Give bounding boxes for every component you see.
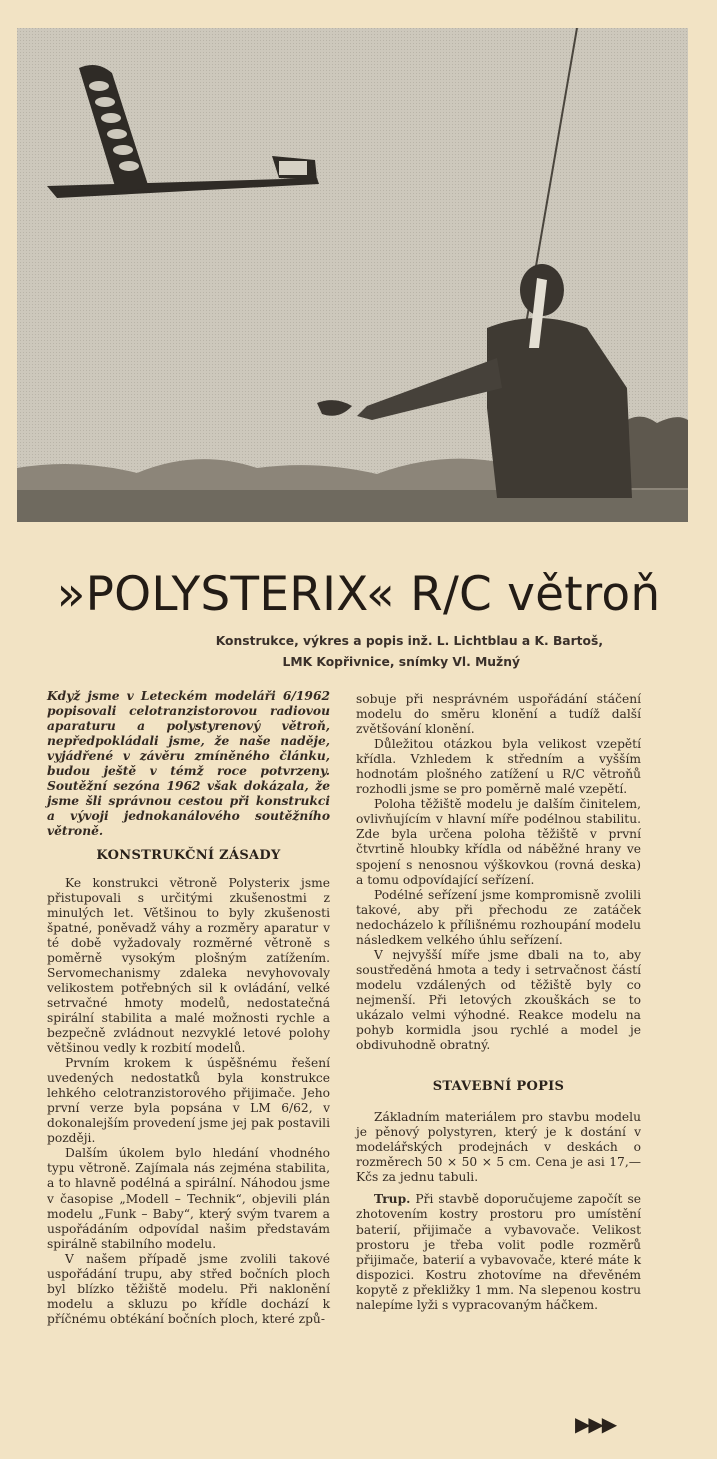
body-paragraph: Prvním krokem k úspěšnému řešení uvedených nedostatků byla konstrukce lehkého celotranzistorového přijimače. Jeho první verze byla popsána v LM 6/62, v dokonalejším provedení jsme jej pak postavili později. — [47, 1056, 330, 1146]
credits-line-1: Konstrukce, výkres a popis inž. L. Lichtblau a K. Bartoš, — [215, 634, 603, 648]
glider-photo-icon — [17, 28, 688, 522]
continue-arrows-icon: ▶▶▶ — [575, 1412, 616, 1436]
body-paragraph: Poloha těžiště modelu je dalším činitelem, ovlivňujícím v hlavní míře podélnou stabilitu. Zde byla určena poloha těžiště v první čtvrtině hloubky křídla od náběžné hrany ve spojení s nenosnou výškovkou (rovná deska) a tomu odpovídající seřízení. — [356, 797, 641, 887]
body-paragraph: Důležitou otázkou byla velikost vzepětí křídla. Vzhledem k středním a vyšším hodnotám plošného zatížení u R/C větroňů rozhodli jsme se pro poměrně malé vzepětí. — [356, 737, 641, 797]
trup-text: Při stavbě doporučujeme započít se zhotovením kostry prostoru pro umístění baterií, přijimače a vybavovače. Velikost prostoru je třeba volit podle rozměrů přijimače, baterií a vybavovače, které máte k dispozici. Kostru zhotovíme na dřevěném kopytě z překližky 1 mm. Na slepenou kostru nalepíme lyži s vypracovaným háčkem. — [356, 1192, 641, 1312]
left-column — [47, 688, 330, 1327]
body-paragraph: Ke konstrukci větroně Polysterix jsme přistupovali s určitými zkušenostmi z minulých let. Většinou to byly zkušenosti špatné, poněvadž váhy a rozměry aparatur v té době vyžadovaly rozměrné větroně s poměrně vysokým plošným zatížením. Servomechanismy zdaleka nevyhovovaly velikostem potřebných sil k ovládání, velké setrvačné hmoty modelů, nedostatečná spirální stabilita a malé možnosti rychle a bezpečně zvládnout nezvyklé letové polohy většinou vedly k rozbití modelů. — [47, 875, 330, 1056]
credits-line-2: LMK Kopřivnice, snímky Vl. Mužný — [282, 655, 520, 669]
body-paragraph: V nejvyšší míře jsme dbali na to, aby soustředěná hmota a tedy i setrvačnost částí modelu vzdálených od těžiště byly co nejmenší. Při letových zkouškách se to ukázalo velmi výhodné. Reakce modelu na pohyb kormidla jsou rychlé a model je obdivuhodně obratný. — [356, 947, 641, 1053]
body-paragraph: Dalším úkolem bylo hledání vhodného typu větroně. Zajímala nás zejména stabilita, a to hlavně podélná a spirální. Náhodou jsme v časopise „Modell – Technik“, objevili plán modelu „Funk – Baby“, který svým tvarem a uspořádáním odpovídal našim představám spirálně stabilního modelu. — [47, 1146, 330, 1251]
section-heading-stavebni-popis: STAVEBNÍ POPIS — [432, 1079, 565, 1095]
trup-paragraph — [356, 1191, 641, 1312]
intro-paragraph: Když jsme v Leteckém modeláři 6/1962 popisovali celotranzistorovou radiovou aparaturu a polystyrenový větroň, nepředpokládali jsme, že naše naděje, vyjádřené v závěru zmíněného článku, budou ještě v témž roce potvrzeny. Soutěžní sezóna 1962 však dokázala, že jsme šli správnou cestou při konstrukci a vývoji jednokanálového soutěžního větroně. — [47, 688, 330, 839]
section-heading-konstrukcni-zasady: KONSTRUKČNÍ ZÁSADY — [96, 848, 281, 864]
body-paragraph: V našem případě jsme zvolili takové uspořádání trupu, aby střed bočních ploch byl blízko těžiště modelu. Při naklonění modelu a skluzu po křídle dochází k příčnému obtékání bočních ploch, které způ- — [47, 1251, 330, 1326]
article-credits — [60, 631, 660, 673]
body-paragraph: Podélné seřízení jsme kompromisně zvolili takové, aby při přechodu ze zatáček nedocházelo k přílišnému rozhoupání modelu následkem velkého úhlu seřízení. — [356, 887, 641, 947]
continued-paragraph: sobuje při nesprávném uspořádání stáčení modelu do směru klonění a tudíž další zvětšování klonění. — [356, 692, 641, 737]
right-column — [356, 692, 641, 1313]
body-paragraph: Základním materiálem pro stavbu modelu je pěnový polystyren, který je k dostání v modelářských prodejnách v deskách o rozměrech 50 × 50 × 5 cm. Cena je asi 17,— Kčs za jednu tabuli. — [356, 1110, 641, 1185]
article-title: »POLYSTERIX« R/C větroň — [56, 567, 661, 622]
glider-photo — [17, 28, 688, 522]
trup-lead: Trup. — [374, 1191, 411, 1207]
